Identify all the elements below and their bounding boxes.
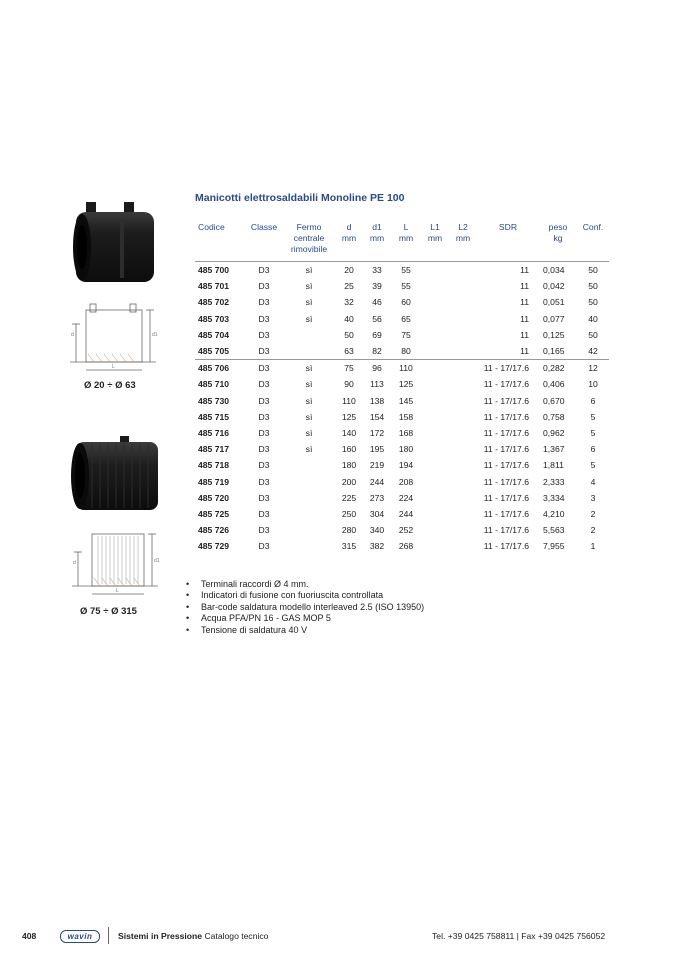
header-sdr: SDR	[498, 222, 518, 232]
cell-L2	[449, 376, 477, 392]
contact-info: Tel. +39 0425 758811 | Fax +39 0425 756052	[432, 931, 606, 941]
cell-sdr: 11 - 17/17.6	[483, 476, 529, 487]
header-d: d mm	[341, 222, 357, 243]
drawing-label-d1-large: d1	[154, 558, 160, 564]
header-codice: Codice	[198, 222, 225, 232]
cell-peso: 0,051	[543, 297, 565, 308]
cell-classe: D3	[258, 395, 270, 406]
cell-d1: 138	[369, 395, 385, 406]
cell-peso: 7,955	[543, 541, 565, 552]
cell-classe: D3	[258, 508, 270, 519]
cell-classe: D3	[258, 297, 270, 308]
cell-L1	[421, 327, 449, 343]
catalog-bold: Sistemi in Pressione	[118, 931, 203, 941]
cell-peso: 0,077	[543, 313, 565, 324]
cell-L2	[449, 506, 477, 522]
cell-d: 225	[341, 492, 357, 503]
cell-classe: D3	[258, 476, 270, 487]
cell-fermo: sì	[305, 281, 313, 292]
cell-d1: 244	[369, 476, 385, 487]
cell-classe: D3	[245, 360, 283, 377]
cell-d1: 39	[372, 281, 382, 292]
cell-conf: 5	[590, 460, 596, 471]
cell-classe: D3	[258, 427, 270, 438]
cell-sdr: 11	[520, 346, 529, 357]
note-item: • Bar-code saldatura modello interleaved 2.5 (ISO 13950)	[183, 602, 424, 613]
cell-L: 168	[398, 427, 414, 438]
cell-sdr: 11 - 17/17.6	[483, 492, 529, 503]
cell-sdr: 11	[520, 281, 529, 292]
cell-conf: 6	[590, 395, 596, 406]
cell-d1: 195	[369, 444, 385, 455]
cell-L1	[421, 262, 449, 279]
cell-L1	[421, 311, 449, 327]
cell-codice: 485 716	[198, 427, 230, 438]
cell-sdr: 11 - 17/17.6	[477, 360, 539, 377]
cell-sdr: 11 - 17/17.6	[483, 525, 529, 536]
cell-d1: 113	[370, 379, 384, 390]
cell-codice: 485 701	[198, 281, 230, 292]
cell-conf: 50	[588, 281, 598, 292]
cell-L: 75	[401, 329, 411, 340]
cell-d1: 46	[372, 297, 382, 308]
cell-sdr: 11 - 17/17.6	[483, 411, 529, 422]
cell-L1	[421, 360, 449, 377]
cell-conf: 5	[590, 411, 596, 422]
cell-L: 80	[401, 346, 411, 357]
header-L: L mm	[398, 222, 414, 243]
cell-L2	[449, 327, 477, 343]
cell-L1	[421, 393, 449, 409]
cell-d: 250	[341, 508, 357, 519]
header-fermo: Fermo centrale rimovibile	[290, 222, 328, 254]
catalog-rest: Catalogo tecnico	[202, 931, 269, 941]
cell-L2	[449, 343, 477, 360]
cell-classe: D3	[258, 346, 270, 357]
cell-fermo	[283, 506, 335, 522]
cell-L1	[421, 343, 449, 360]
header-peso: peso kg	[548, 222, 568, 243]
cell-sdr: 11 - 17/17.6	[483, 541, 529, 552]
cell-sdr: 11 - 17/17.6	[483, 427, 529, 438]
cell-fermo	[283, 343, 335, 360]
cell-sdr: 11 - 17/17.6	[483, 395, 529, 406]
cell-d1: 219	[369, 460, 385, 471]
cell-L2	[449, 409, 477, 425]
size-range-small: Ø 20 ÷ Ø 63	[84, 380, 136, 391]
cell-peso: 0,165	[543, 346, 565, 357]
cell-fermo	[283, 327, 335, 343]
cell-peso: 1,367	[543, 444, 565, 455]
coupler-photo-small	[68, 198, 163, 288]
cell-classe: D3	[258, 265, 270, 276]
table-row	[195, 425, 609, 441]
cell-L: 244	[398, 508, 414, 519]
header-d1: d1 mm	[369, 222, 385, 243]
cell-classe: D3	[258, 281, 270, 292]
cell-d1: 56	[372, 313, 382, 324]
cell-classe: D3	[258, 541, 270, 552]
cell-conf: 1	[590, 541, 596, 552]
page-number: 408	[22, 931, 37, 941]
cell-L1	[421, 490, 449, 506]
cell-fermo: sì	[305, 265, 313, 276]
cell-conf: 12	[577, 360, 609, 377]
cell-classe: D3	[258, 492, 270, 503]
table-row	[195, 441, 609, 457]
coupler-drawing-large	[62, 522, 167, 602]
cell-L2	[449, 425, 477, 441]
table-row	[195, 522, 609, 538]
table-body	[195, 262, 609, 555]
cell-conf: 6	[590, 444, 596, 455]
cell-fermo: sì	[305, 297, 313, 308]
table-row	[195, 343, 609, 360]
cell-L: 55	[401, 281, 411, 292]
cell-fermo	[283, 538, 335, 554]
table-row	[195, 311, 609, 327]
cell-d: 125	[341, 411, 357, 422]
cell-codice: 485 730	[198, 395, 230, 406]
header-classe: Classe	[250, 222, 278, 232]
drawing-label-d: d	[71, 332, 74, 338]
table-row	[195, 393, 609, 409]
cell-codice: 485 703	[198, 313, 230, 324]
cell-fermo	[283, 522, 335, 538]
cell-sdr: 11	[520, 329, 529, 340]
drawing-label-d1: d1	[152, 332, 158, 338]
cell-conf: 50	[588, 297, 598, 308]
cell-L1	[421, 441, 449, 457]
table-row	[195, 490, 609, 506]
cell-L1	[421, 522, 449, 538]
cell-conf: 4	[590, 476, 596, 487]
note-item: • Tensione di saldatura 40 V	[183, 625, 424, 636]
cell-peso: 1,811	[543, 460, 564, 471]
cell-d1: 96	[363, 360, 391, 377]
header-L1: L1 mm	[427, 222, 443, 243]
cell-peso: 0,962	[543, 427, 565, 438]
cell-d: 63	[344, 346, 354, 357]
cell-L: 268	[398, 541, 414, 552]
table-row	[195, 376, 609, 392]
cell-d: 160	[341, 444, 357, 455]
wavin-logo: wavin	[60, 930, 100, 943]
cell-d: 180	[341, 460, 357, 471]
table-row	[195, 506, 609, 522]
cell-codice: 485 706	[195, 360, 245, 377]
cell-d1: 69	[372, 329, 382, 340]
cell-peso: 3,334	[543, 492, 565, 503]
cell-d: 20	[344, 265, 354, 276]
cell-L2	[449, 538, 477, 554]
table-row	[195, 278, 609, 294]
cell-sdr: 11	[520, 265, 529, 276]
cell-codice: 485 720	[198, 492, 230, 503]
cell-fermo: sì	[305, 395, 313, 406]
cell-codice: 485 705	[198, 346, 230, 357]
cell-L: 55	[401, 265, 411, 276]
table-row	[195, 457, 609, 473]
cell-fermo: sì	[305, 313, 313, 324]
cell-sdr: 11 - 17/17.6	[483, 379, 529, 390]
cell-codice: 485 702	[198, 297, 230, 308]
cell-L2	[449, 393, 477, 409]
cell-L1	[421, 376, 449, 392]
cell-L: 65	[401, 313, 411, 324]
cell-peso: 4,210	[543, 508, 565, 519]
cell-conf: 50	[588, 329, 598, 340]
coupler-drawing-small	[60, 296, 165, 378]
cell-d1: 33	[372, 265, 382, 276]
cell-d: 40	[344, 313, 354, 324]
cell-d: 25	[344, 281, 354, 292]
cell-L1	[421, 506, 449, 522]
cell-codice: 485 704	[198, 329, 230, 340]
page-footer	[0, 930, 678, 944]
cell-d: 75	[335, 360, 363, 377]
cell-classe: D3	[258, 444, 270, 455]
drawing-label-L: L	[112, 364, 115, 370]
cell-peso: 0,034	[543, 265, 565, 276]
table-row	[195, 473, 609, 489]
cell-L1	[421, 473, 449, 489]
note-item: • Terminali raccordi Ø 4 mm.	[183, 579, 424, 590]
cell-conf: 50	[588, 265, 598, 276]
cell-d: 50	[344, 329, 354, 340]
cell-L2	[449, 278, 477, 294]
cell-L: 110	[391, 360, 421, 377]
cell-L1	[421, 294, 449, 310]
cell-L: 208	[398, 476, 414, 487]
header-L2: L2 mm	[455, 222, 471, 243]
cell-fermo: sì	[283, 360, 335, 377]
cell-peso: 0,670	[543, 395, 565, 406]
cell-peso: 0,406	[543, 379, 565, 390]
cell-L: 158	[398, 411, 414, 422]
cell-sdr: 11 - 17/17.6	[483, 508, 529, 519]
cell-conf: 2	[590, 508, 596, 519]
cell-d1: 340	[369, 525, 385, 536]
cell-classe: D3	[258, 379, 270, 390]
cell-fermo	[283, 473, 335, 489]
size-range-large: Ø 75 ÷ Ø 315	[80, 606, 137, 617]
cell-conf: 10	[588, 379, 598, 390]
note-item: • Acqua PFA/PN 16 - GAS MOP 5	[183, 613, 424, 624]
table-row	[195, 360, 609, 377]
cell-classe: D3	[258, 460, 270, 471]
cell-fermo: sì	[305, 444, 313, 455]
cell-codice: 485 718	[198, 460, 230, 471]
cell-d1: 154	[369, 411, 385, 422]
cell-conf: 3	[590, 492, 596, 503]
drawing-label-d-large: d	[73, 560, 76, 566]
cell-sdr: 11 - 17/17.6	[483, 444, 529, 455]
cell-L1	[421, 425, 449, 441]
drawing-label-L-large: L	[116, 588, 119, 594]
table-header-row	[195, 219, 609, 262]
cell-codice: 485 719	[198, 476, 230, 487]
feature-notes	[183, 579, 424, 636]
cell-fermo	[283, 457, 335, 473]
cell-d: 32	[344, 297, 354, 308]
cell-L2	[449, 441, 477, 457]
cell-d1: 82	[372, 346, 382, 357]
cell-L1	[421, 457, 449, 473]
cell-d1: 382	[369, 541, 385, 552]
cell-conf: 40	[588, 313, 598, 324]
page-title: Manicotti elettrosaldabili Monoline PE 100	[195, 192, 405, 204]
cell-L: 60	[401, 297, 411, 308]
cell-classe: D3	[258, 329, 270, 340]
cell-peso: 0,758	[543, 411, 565, 422]
cell-codice: 485 700	[198, 265, 230, 276]
cell-sdr: 11	[520, 297, 529, 308]
cell-L2	[449, 473, 477, 489]
cell-L: 252	[398, 525, 414, 536]
cell-peso: 0,125	[543, 329, 565, 340]
cell-d: 315	[341, 541, 357, 552]
cell-L: 224	[398, 492, 414, 503]
cell-d: 90	[344, 379, 354, 390]
cell-L: 180	[398, 444, 414, 455]
cell-L2	[449, 262, 477, 279]
cell-L2	[449, 522, 477, 538]
table-row	[195, 538, 609, 554]
cell-codice: 485 717	[198, 444, 230, 455]
cell-peso: 0,042	[543, 281, 565, 292]
cell-d1: 304	[369, 508, 385, 519]
header-conf: Conf.	[582, 222, 604, 232]
cell-d1: 172	[369, 427, 385, 438]
table-row	[195, 294, 609, 310]
note-item: • Indicatori di fusione con fuoriuscita controllata	[183, 590, 424, 601]
cell-codice: 485 710	[198, 379, 230, 390]
cell-sdr: 11 - 17/17.6	[483, 460, 529, 471]
cell-fermo	[283, 490, 335, 506]
cell-codice: 485 725	[198, 508, 230, 519]
cell-classe: D3	[258, 525, 270, 536]
cell-L: 145	[398, 395, 414, 406]
table-row	[195, 409, 609, 425]
cell-codice: 485 726	[198, 525, 230, 536]
table-row	[195, 262, 609, 279]
cell-L2	[449, 490, 477, 506]
coupler-photo-large	[66, 434, 166, 516]
cell-L2	[449, 294, 477, 310]
cell-L1	[421, 538, 449, 554]
cell-conf: 5	[590, 427, 596, 438]
cell-peso: 0,282	[539, 360, 577, 377]
cell-fermo: sì	[305, 427, 313, 438]
cell-classe: D3	[258, 411, 270, 422]
cell-d: 200	[341, 476, 357, 487]
cell-codice: 485 715	[198, 411, 230, 422]
cell-L1	[421, 278, 449, 294]
product-table	[195, 219, 609, 554]
cell-L: 194	[398, 460, 414, 471]
cell-d: 110	[342, 395, 356, 406]
catalog-name	[118, 931, 268, 941]
cell-codice: 485 729	[198, 541, 230, 552]
cell-d: 280	[341, 525, 357, 536]
cell-peso: 2,333	[543, 476, 565, 487]
cell-peso: 5,563	[543, 525, 565, 536]
table-row	[195, 327, 609, 343]
cell-L1	[421, 409, 449, 425]
cell-fermo: sì	[305, 411, 313, 422]
cell-d: 140	[341, 427, 357, 438]
cell-sdr: 11	[520, 313, 529, 324]
cell-d1: 273	[369, 492, 385, 503]
cell-L2	[449, 311, 477, 327]
footer-divider	[108, 927, 109, 944]
cell-fermo: sì	[305, 379, 313, 390]
cell-L2	[449, 457, 477, 473]
cell-classe: D3	[258, 313, 270, 324]
cell-conf: 2	[590, 525, 596, 536]
cell-L: 125	[398, 379, 414, 390]
cell-conf: 42	[588, 346, 598, 357]
cell-L2	[449, 360, 477, 377]
